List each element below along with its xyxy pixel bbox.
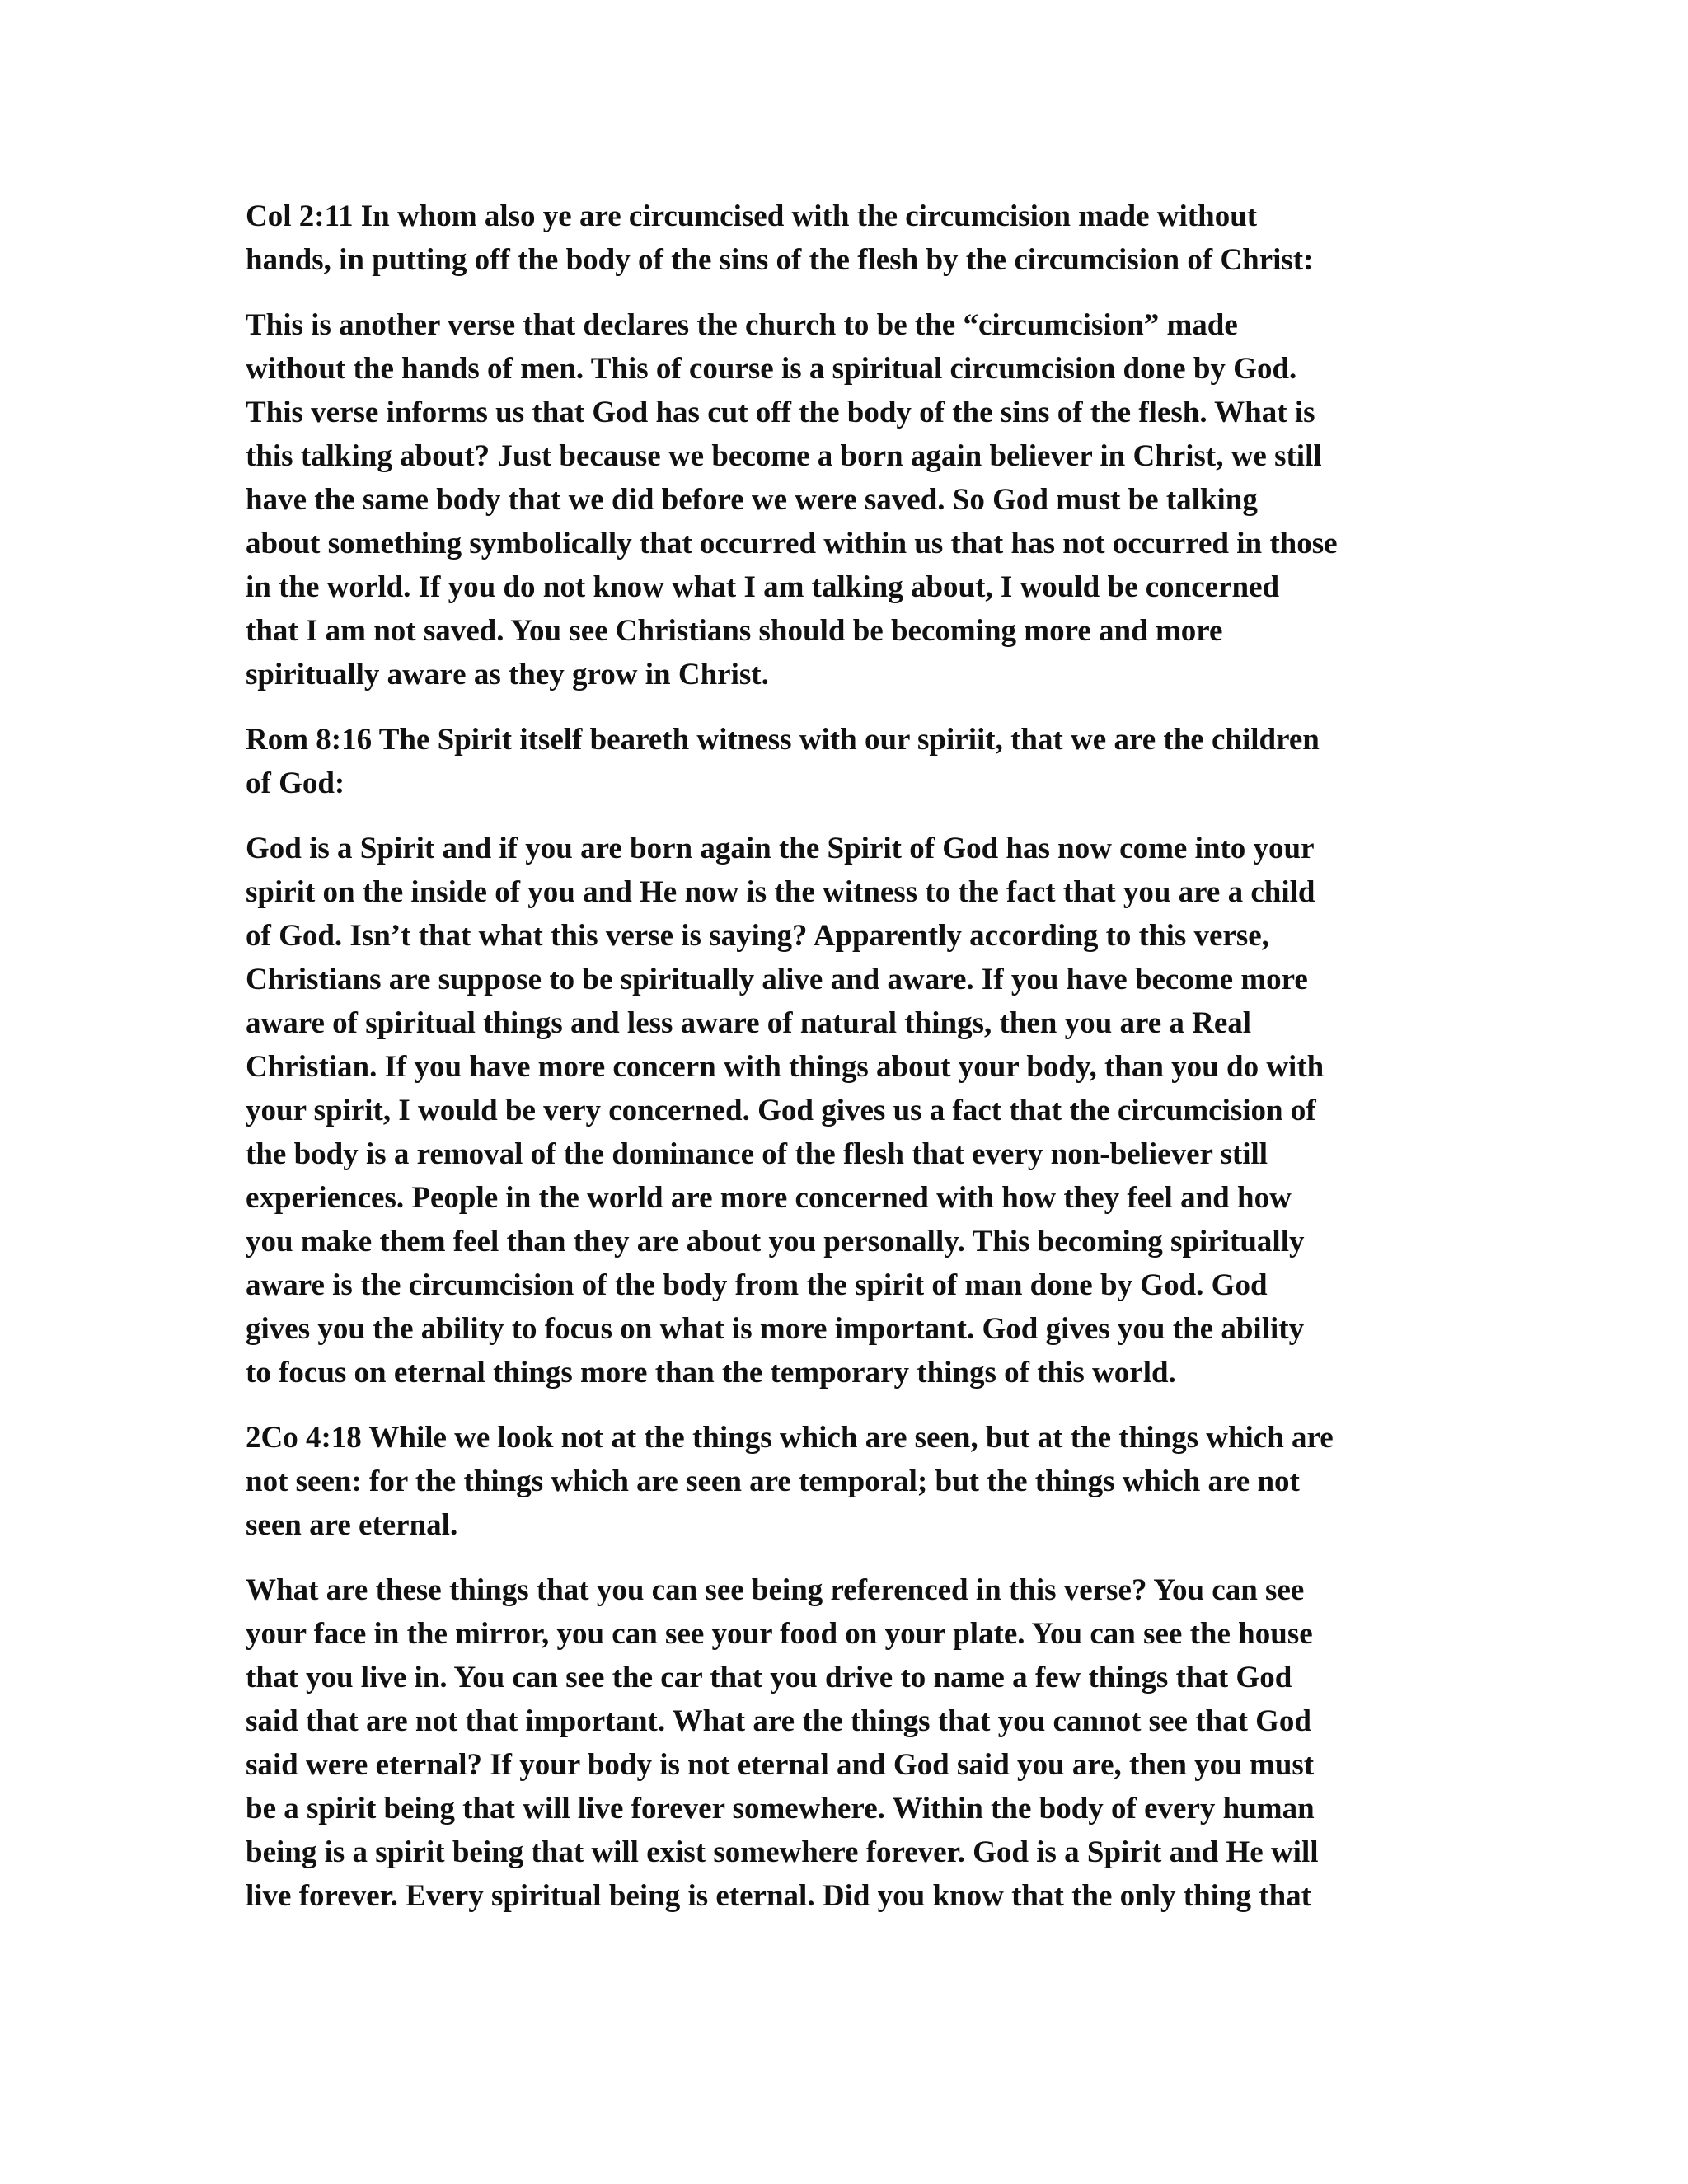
text-line: aware is the circumcision of the body from the spirit of man done by God. God <box>246 1268 1268 1302</box>
text-line: in the world. If you do not know what I am talking about, I would be concerned <box>246 570 1280 604</box>
text-line: God is a Spirit and if you are born again the Spirit of God has now come into your <box>246 832 1315 865</box>
text-line: live forever. Every spiritual being is eternal. Did you know that the only thing that <box>246 1879 1311 1913</box>
text-line: said were eternal? If your body is not eternal and God said you are, then you must <box>246 1748 1315 1782</box>
text-line: What are these things that you can see being referenced in this verse? You can see <box>246 1573 1305 1607</box>
text-line: Rom 8:16 The Spirit itself beareth witness with our spiriit, that we are the children <box>246 723 1320 757</box>
text-line: Col 2:11 In whom also ye are circumcised with the circumcision made without <box>246 199 1258 233</box>
text-line: Christian. If you have more concern with things about your body, than you do with <box>246 1050 1325 1084</box>
text-line: to focus on eternal things more than the temporary things of this world. <box>246 1356 1176 1390</box>
text-line: about something symbolically that occurred within us that has not occurred in those <box>246 527 1338 560</box>
text-line: spiritually aware as they grow in Christ. <box>246 658 769 691</box>
text-line: have the same body that we did before we were saved. So God must be talking <box>246 483 1258 517</box>
commentary-paragraph-2 <box>246 827 1446 1394</box>
text-line: gives you the ability to focus on what is more important. God gives you the ability <box>246 1312 1305 1346</box>
text-line: without the hands of men. This of course is a spiritual circumcision done by God. <box>246 352 1297 386</box>
text-line: Christians are suppose to be spiritually alive and aware. If you have become more <box>246 963 1308 996</box>
text-line: be a spirit being that will live forever somewhere. Within the body of every human <box>246 1792 1315 1825</box>
text-line: spirit on the inside of you and He now is the witness to the fact that you are a child <box>246 875 1315 909</box>
text-line: that you live in. You can see the car that you drive to name a few things that God <box>246 1661 1292 1694</box>
text-line: your face in the mirror, you can see your food on your plate. You can see the house <box>246 1617 1313 1651</box>
text-line: said that are not that important. What are the things that you cannot see that God <box>246 1704 1311 1738</box>
text-line: being is a spirit being that will exist somewhere forever. God is a Spirit and He will <box>246 1835 1319 1869</box>
commentary-paragraph-1 <box>246 303 1446 696</box>
text-line: that I am not saved. You see Christians should be becoming more and more <box>246 614 1223 648</box>
document-body <box>246 194 1446 1939</box>
verse-2co-4-18 <box>246 1416 1446 1547</box>
text-line: of God: <box>246 766 345 800</box>
text-line: This verse informs us that God has cut off the body of the sins of the flesh. What is <box>246 396 1315 429</box>
text-line: experiences. People in the world are more concerned with how they feel and how <box>246 1181 1292 1215</box>
text-line: 2Co 4:18 While we look not at the things which are seen, but at the things which are <box>246 1421 1334 1455</box>
text-line: seen are eternal. <box>246 1508 458 1542</box>
text-line: your spirit, I would be very concerned. God gives us a fact that the circumcision of <box>246 1094 1316 1127</box>
text-line: not seen: for the things which are seen are temporal; but the things which are not <box>246 1465 1300 1498</box>
commentary-paragraph-3 <box>246 1568 1446 1918</box>
verse-col-2-11 <box>246 194 1446 282</box>
text-line: you make them feel than they are about you personally. This becoming spiritually <box>246 1225 1305 1258</box>
text-line: of God. Isn’t that what this verse is saying? Apparently according to this verse, <box>246 919 1269 953</box>
text-line: This is another verse that declares the church to be the “circumcision” made <box>246 308 1238 342</box>
verse-rom-8-16 <box>246 718 1446 805</box>
text-line: this talking about? Just because we become a born again believer in Christ, we still <box>246 439 1322 473</box>
text-line: the body is a removal of the dominance of the flesh that every non-believer still <box>246 1137 1268 1171</box>
text-line: hands, in putting off the body of the sins of the flesh by the circumcision of Christ: <box>246 243 1314 277</box>
text-line: aware of spiritual things and less aware of natural things, then you are a Real <box>246 1006 1252 1040</box>
